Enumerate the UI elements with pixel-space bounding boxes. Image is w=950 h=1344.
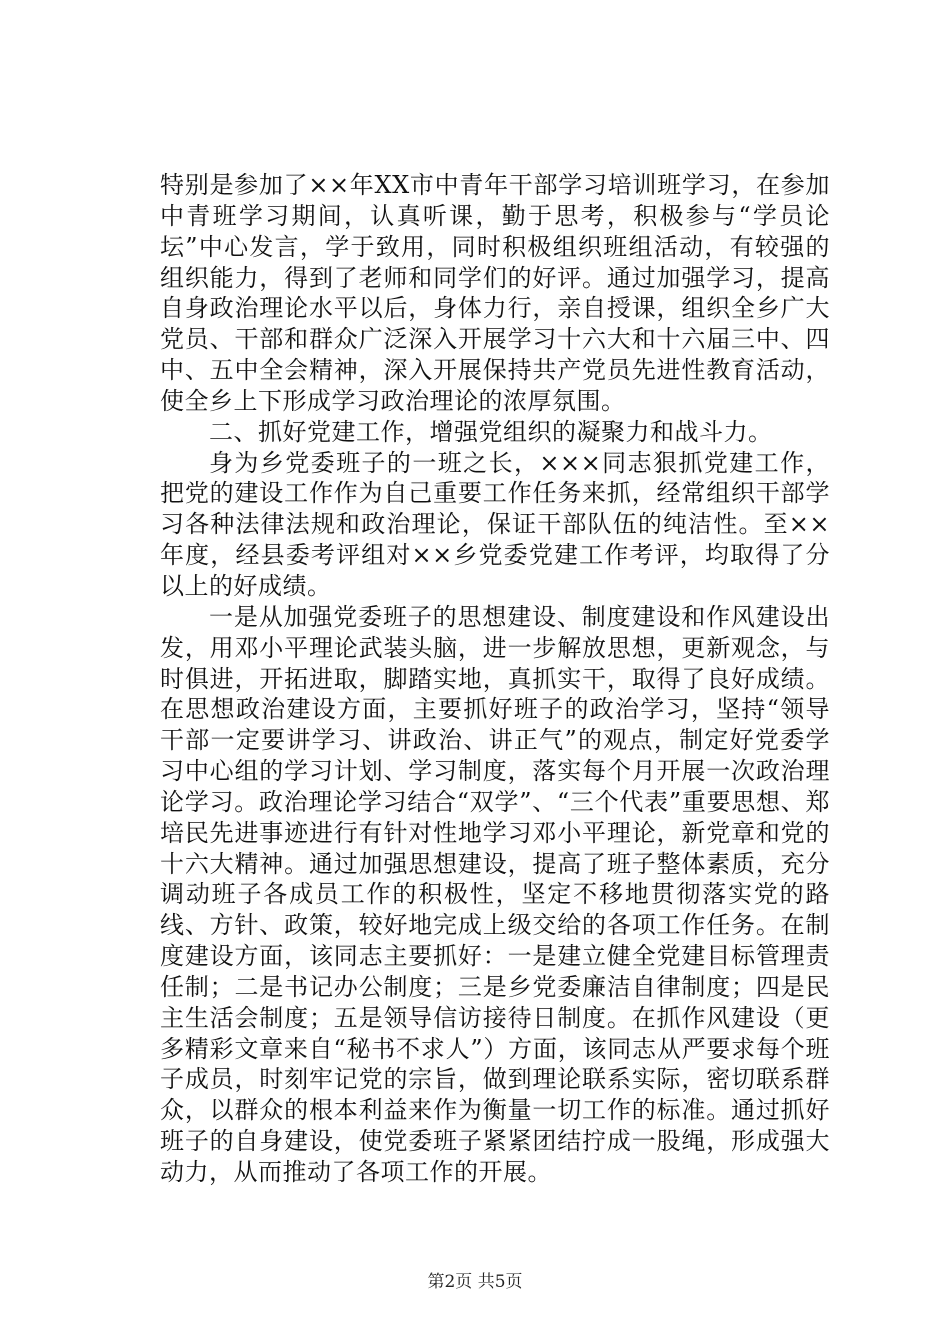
paragraph: 一是从加强党委班子的思想建设、制度建设和作风建设出发，用邓小平理论武装头脑，进一步解放思想，更新观念，与时俱进，开拓进取，脚踏实地，真抓实干，取得了良好成绩。在思想政治建设方面，主要抓好班子的政治学习，坚持“领导干部一定要讲学习、讲政治、讲正气”的观点，制定好党委学习中心组的学习计划、学习制度，落实每个月开展一次政治理论学习。政治理论学习结合“双学”、“三个代表”重要思想、郑培民先进事迹进行有针对性地学习邓小平理论，新党章和党的十六大精神。通过加强思想建设，提高了班子整体素质，充分调动班子各成员工作的积极性，坚定不移地贯彻落实党的路线、方针、政策，较好地完成上级交给的各项工作任务。在制度建设方面，该同志主要抓好：一是建立健全党建目标管理责任制；二是书记办公制度；三是乡党委廉洁自律制度；四是民主生活会制度；五是领导信访接待日制度。在抓作风建设（更多精彩文章来自“秘书不求人”）方面，该同志从严要求每个班子成员，时刻牢记党的宗旨，做到理论联系实际，密切联系群众，以群众的根本利益来作为衡量一切工作的标准。通过抓好班子的自身建设，使党委班子紧紧团结拧成一股绳，形成强大动力，从而推动了各项工作的开展。 <box>160 602 830 1186</box>
paragraph: 身为乡党委班子的一班之长，×××同志狠抓党建工作，把党的建设工作作为自己重要工作任务来抓，经常组织干部学习各种法律法规和政治理论，保证干部队伍的纯洁性。至××年度，经县委考评组对××乡党委党建工作考评，均取得了分以上的好成绩。 <box>160 448 830 600</box>
section-heading: 二、抓好党建工作，增强党组织的凝聚力和战斗力。 <box>209 417 773 446</box>
document-body <box>160 170 830 1188</box>
paragraph-continuation: 特别是参加了××年XX市中青年干部学习培训班学习，在参加中青班学习期间，认真听课，勤于思考，积极参与“学员论坛”中心发言，学于致用，同时积极组织班组活动，有较强的组织能力，得到了老师和同学们的好评。通过加强学习，提高自身政治理论水平以后，身体力行，亲自授课，组织全乡广大党员、干部和群众广泛深入开展学习十六大和十六届三中、四中、五中全会精神，深入开展保持共产党员先进性教育活动，使全乡上下形成学习政治理论的浓厚氛围。 <box>160 171 830 415</box>
page-footer: 第2页 共5页 <box>427 1272 523 1292</box>
